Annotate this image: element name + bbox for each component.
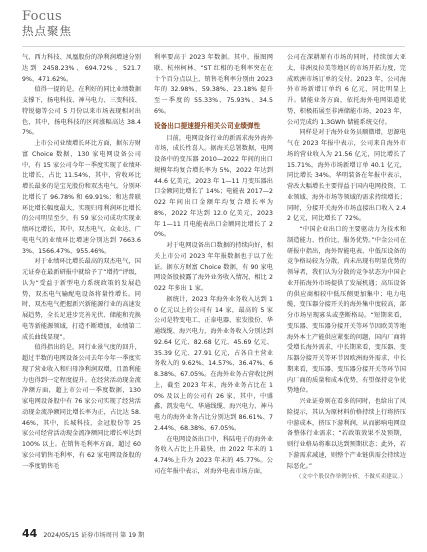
paragraph: 上市公司业绩增长环比方面，据东方财富 Choice 数据，130 家电网设备公司中，有 15 家公司今年一季度实现了业绩环比增长，占比 11.54%，其中，营收环比增长最多的是宝光股份和双杰电气，分别环比增长了 96.78% 和 69.91%；和达普联环比增长幅度最大，实现归母利润环比增长的公司明星至少，有 59 家公司成功实现业绩环比增长，其中，双杰电气、众业达、广电电气的业绩环比增速分别达到 7663.63%、1566.47%、955.46%。 (22, 140, 141, 255)
disclaimer-note: （文中个股仅作举例分析，不做买卖建议。） (295, 474, 406, 481)
page-header (22, 10, 72, 39)
paragraph: 目前，电网设备行业的新需求海外海外市场，成长性喜人。据海关总署数据，电网设备中的变压器 2010—2022 年间的出口规模年均复合增长率为 5%，2022 年达到 44.6 亿美元，2023 年 1—11 月变压器出口金额同比增长了 14%；电能表 2017—2022 年间出口金额年均复合增长率为 8%，2022 年达到 12.0 亿美元，2023 年 1—11 月电能表出口金额同比增长了 20%。 (154, 134, 273, 239)
paragraph: 值得指出的是，同行业景气度的回升，超过半数的电网设备公司去年今年一季度实现了营业收入和归母净利润双增，且盈利能力也得到一定程度提升。在经营活动现金流净额方面，超上市公司一季度数据，130 家电网设备股中有 76 家公司实现了经营活动现金流净额同比增长率为正，占比达 58.46%，其中，长城科技、金冠股份等 25 家公司经营活动现金流净额同比增长率达到 100% 以上。在销售毛利率方面，超过 60 家公司销售毛利率，有 62 家电网设备股的一季度销售毛 (22, 344, 141, 470)
paragraph: 兴业证券则在看多的同时，也给出了风险提示，其认为原材料价格持续上行将挤压中游成本，挤压下游利润，从而影响电网设备整体行业需求；“若政策效果不及预期，则行业格局将难以达到预期状态；此外，若下游需求减速，则整个产业链供需会持续边际恶化。” (287, 398, 406, 470)
header-divider (22, 46, 405, 47)
issue-info: 2024/05/15 证券市场周刊 第 19 期 (43, 532, 145, 539)
page-number: 44 (22, 527, 38, 540)
paragraph: 据统计，2023 年海外业务收入达到 10 亿元以上的公司有 14 家，最高的 5 家公司是特变电工、正泰电器、宏发股份、华通线缆、海兴电力，海外业务收入分别达到 92.64 亿元、82.68 亿元、45.69 亿元、35.39 亿元、27.91 亿元，占各自主营业务收入的 9.62%、14.57%、36.47%、68.38%、67.05%。在海外业务占营收比例上，截至 2023 年末，海外业务占比在 10% 及以上的公司有 26 家，其中，中盛鑫、凯发电气、华通线缆、海兴电力、神马电力的海外业务占比分别达到 86.61%、72.44%、68.38%、67.05%。 (154, 295, 273, 432)
text-column-2 (154, 53, 273, 478)
section-heading: 设备出口提速提升相关公司业绩弹性 (154, 121, 261, 130)
paragraph: 在电网设备出口中，科陆电子的海外业务收入占比上升最快，由 2022 年末的 14.74%上升为 2023 年末的 45.77%。公司在年报中表示，对海外电表市场方面， (154, 435, 273, 475)
section-label-cn: 热点聚焦 (22, 24, 72, 38)
paragraph: 值得一提的是，在利好的同比业绩数据支撑下，扬电科技、神马电力、三变科技、特锐德等公司 5 月份以来市场表现相对出色，其中，扬电科技的区间涨幅高达 38.47%。 (22, 86, 141, 137)
paragraph: “中国企业出口的主要驱动力为技术和制造能力、性价比、服务优势。”中金公司在研报中指出，海外智能电表、中低压设备的竞争格局较为分散，尚未出现有明显优势的领导者，我们认为分散的竞争状态为中国企业开拓海外市场提供了发展机遇；高压设备的供应商相较中低压侧更加集中；电力电缆、变压器分接开关的海外集中度较高，部分市场呈现寡头或垄断格局。“短期来看，变压器、变压器分接开关等环节因欧美等地海外本土产能供应紧张的问题，国内厂商将受增长海外需求，中长期来看，变压器、变压器分接开关等环节因欧洲海外需求，中长期来看，变压器、变压器分接开关等环节国内厂商的质量和成本优势，有望保持竞争优势地位。 (287, 226, 406, 395)
paragraph: 对于电网设备出口数据的持续向好，相关上市公司 2023 年年报数据也于以了佐证。据东方财富 Choice 数据，有 90 家电网设备股披露了海外业务收入情况，相比 2022 年多出 1 家。 (154, 242, 273, 292)
paragraph: 公司在深耕原有市场的同时，持续加大亚太、非洲及拉美等地区的市场开拓力度，完成欧洲市场订单的交付。2023 年，公司海外市场新增订单约 6 亿元，同比明显上升。储能业务方面，依托海外电网渠道优势，积极拓展至非洲储能市场，2023 年，公司完成约 1.3GWh 储能系统交付。 (287, 54, 406, 126)
page-footer (22, 527, 144, 540)
paragraph: 对于业绩环比增长最高的双杰电气，国元证券在最新研报中就给予了“增持”评级，认为“受益于新型电力系统政策的发展趋势，双杰电气输配电设备将量性增长。同时，双杰电气把握新兴新能源行业的高速发展趋势，全长足进步完善光伏、储能和充换电等新能源领域，打造不断增加，业绩第二成长曲线显现”。 (22, 258, 141, 341)
paragraph: 同样是对于海外业务员顺微增，思源电气在 2023 年报中表示，公司来自海外市场的营业收入为 21.56 亿元，同比增长了 15.71%，海外市场新增订单 40.1 亿元，同比增长 34%。华明装备在年报中表示，营改大幅增长主要得益于国内电网投资、工业领域、海外市场等领域的需求持续增长；同时，分接开关海外市场直接出口收入 2.42 亿元，同比增长了 72%。 (287, 129, 406, 223)
section-label-en: Focus (22, 9, 62, 24)
paragraph: 气、西力科技、凤凰股份的净利润增速分别达到 2458.23%、694.72%、521.79%、471.62%。 (22, 54, 141, 83)
text-column-3 (287, 53, 406, 483)
text-column-1 (22, 53, 141, 472)
paragraph: 利率要高于 2023 年数据。其中，报图网联、杭州柯林、“ST 红相的毛利率突在在十个百分点以上，销售毛利率分别由 2023 年的 32.98%、59.38%、23.18% 提升至一季度的 55.33%、75.93%、34.56%。 (154, 54, 273, 115)
